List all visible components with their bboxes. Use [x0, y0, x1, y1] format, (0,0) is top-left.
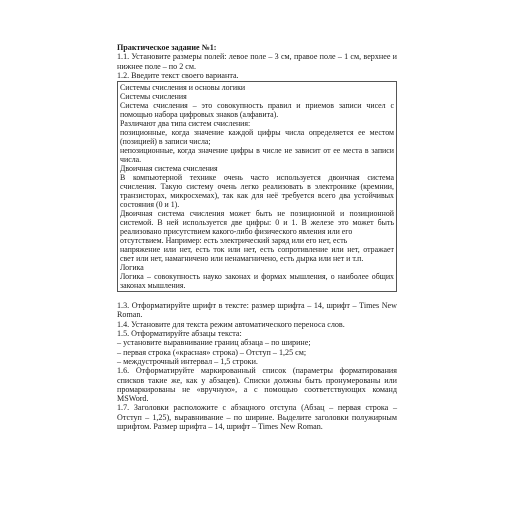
intro-line: 1.2. Введите текст своего варианта. — [117, 70, 239, 80]
task-line: 1.4. Установите для текста режим автоматического переноса слов. — [117, 319, 345, 329]
task-heading: Практическое задание №1: — [117, 43, 217, 52]
task-line: – первая строка («красная» строка) – Отступ – 1,25 см; — [117, 347, 307, 357]
task-line: 1.6. Отформатируйте маркированный список (параметры форматирования — [117, 366, 397, 376]
variant-text-box — [117, 81, 397, 292]
task-line: MSWord. — [117, 394, 149, 404]
document-content — [117, 43, 397, 431]
box-line: транзисторах, микросхемах), так как для неё требуется всего два устойчивых — [120, 191, 394, 201]
box-line: Системы счисления — [120, 92, 187, 102]
box-line: Система счисления – это совокупность правил и приемов записи чисел с — [120, 101, 394, 111]
box-line: В компьютерной технике очень часто используется двоичная система — [120, 173, 394, 183]
box-line: помощью набора цифровых знаков (алфавита). — [120, 110, 279, 120]
task-line: 1.5. Отформатируйте абзацы текста: — [117, 329, 242, 339]
task-line: – междустрочный интервал – 1,5 строки. — [117, 356, 258, 366]
box-line: Двоичная система счисления может быть не позиционной и позиционной — [120, 209, 394, 219]
box-line: счисления. Такую систему очень легко реализовать в электронике (кремнии, — [120, 182, 394, 192]
task-line: Отступ – 1,25), выравнивание – по ширине. Выделите заголовки полужирным — [117, 412, 397, 422]
box-line: законах мышления. — [120, 281, 186, 291]
box-line: числа. — [120, 155, 142, 165]
box-line: системой. В ней используется две цифры: 0 и 1. В железе это может быть — [120, 218, 394, 228]
box-line: отсутствием. Например: есть электрический заряд или его нет, есть — [120, 236, 348, 246]
box-line: Логика – совокупность науко законах и формах мышления, о наиболее общих — [120, 272, 394, 282]
intro-line: 1.1. Установите размеры полей: левое поле – 3 см, правое поле – 1 см, верхнее и — [117, 52, 397, 62]
box-line: Логика — [120, 263, 144, 273]
box-line: Системы счисления и основы логики — [120, 83, 246, 93]
task-line: промаркированы не «вручную», а с помощью соответствующих команд — [117, 384, 397, 394]
box-line: позиционные, когда значение каждой цифры числа определяется ее местом — [120, 128, 394, 138]
task-line: 1.7. Заголовки расположите с абзацного отступа (Абзац – первая строка – — [117, 403, 397, 413]
intro-line: нижнее поле – по 2 см. — [117, 61, 197, 71]
task-line: 1.3. Отформатируйте шрифт в тексте: размер шрифта – 14, шрифт – Times New — [117, 301, 397, 311]
box-line: состояния (0 и 1). — [120, 200, 180, 210]
box-line: (позицией) в записи числа; — [120, 137, 211, 147]
box-line: реализовано присутствием какого-либо физического явления или его — [120, 227, 353, 237]
spacer — [117, 292, 397, 301]
box-line: напряжение или нет, есть ток или нет, есть сопротивление или нет, отражает — [120, 245, 394, 255]
box-line: Двоичная система счисления — [120, 164, 218, 174]
task-line: шрифтом. Размер шрифта – 14, шрифт – Times New Roman. — [117, 422, 323, 432]
task-line: списков такие же, как у абзацев). Списки должны быть пронумерованы или — [117, 375, 397, 385]
task-line: – установите выравнивание границ абзаца – по ширине; — [117, 338, 311, 348]
box-line: непозиционные, когда значение цифры в числе не зависит от ее места в записи — [120, 146, 394, 156]
box-line: Различают два типа систем счисления: — [120, 119, 251, 129]
box-line: свет или нет, намагничено или ненамагничено, есть дырка или нет и т.п. — [120, 254, 364, 264]
task-line: Roman. — [117, 310, 143, 320]
